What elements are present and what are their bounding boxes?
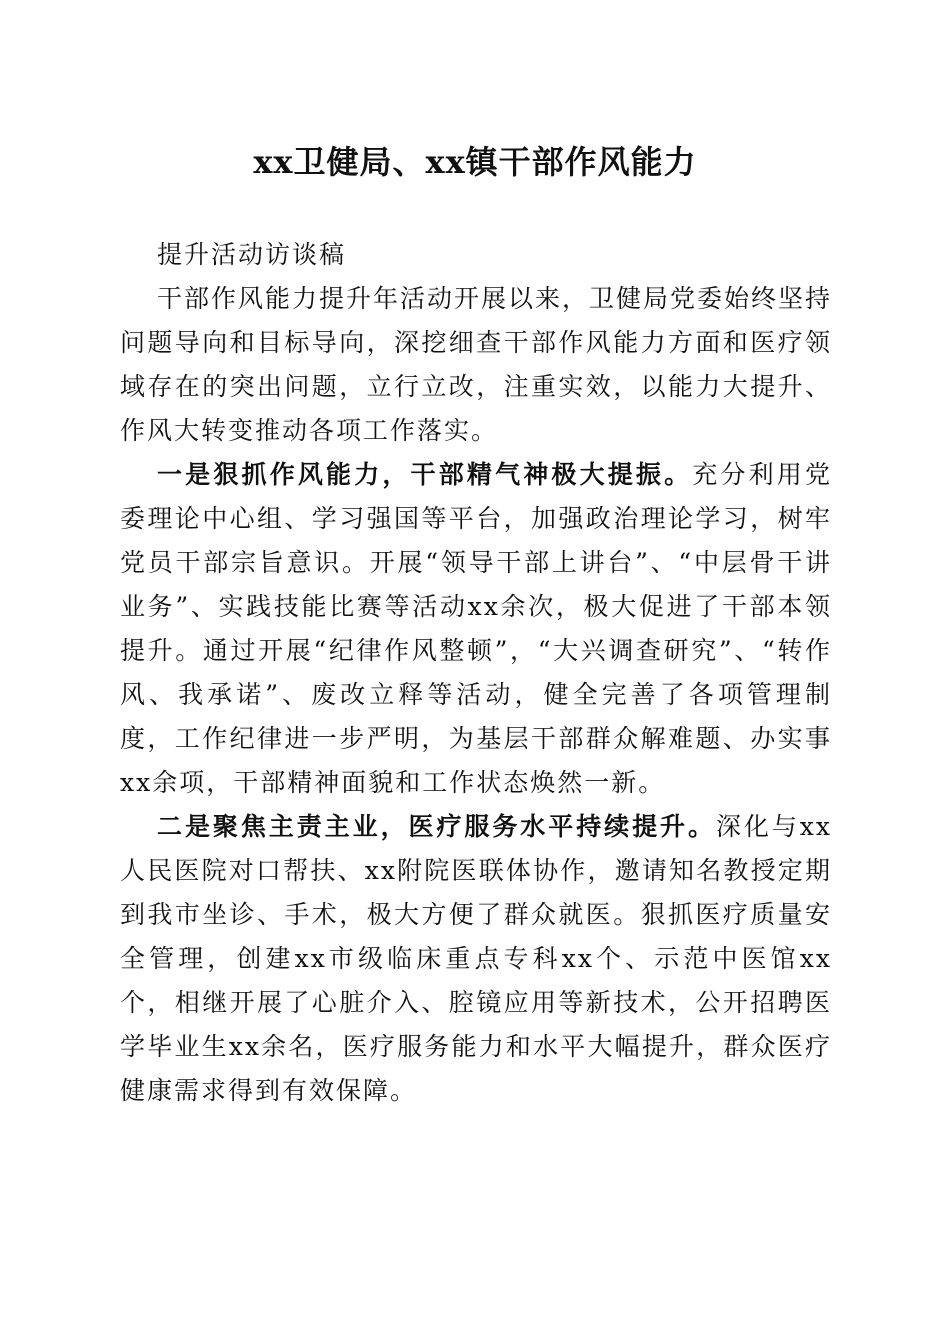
section-paragraph-1 xyxy=(120,453,832,805)
document-body xyxy=(120,233,832,1113)
intro-paragraph: 干部作风能力提升年活动开展以来，卫健局党委始终坚持问题导向和目标导向，深挖细查干部作风能力方面和医疗领域存在的突出问题，立行立改，注重实效，以能力大提升、作风大转变推动各项工作落实。 xyxy=(120,284,833,445)
section-paragraph-2 xyxy=(120,805,832,1113)
section-2-lead: 二是聚焦主责主业，医疗服务水平持续提升。 xyxy=(157,812,716,841)
section-1-text: 充分利用党委理论中心组、学习强国等平台，加强政治理论学习，树牢党员干部宗旨意识。开展“领导干部上讲台”、“中层骨干讲业务”、实践技能比赛等活动xx余次，极大促进了干部本领提升。通过开展“纪律作风整顿”，“大兴调查研究”、“转作风、我承诺”、废改立释等活动，健全完善了各项管理制度，工作纪律进一步严明，为基层干部群众解难题、办实事xx余项，干部精神面貌和工作状态焕然一新。 xyxy=(120,460,832,797)
document-title: xx卫健局、xx镇干部作风能力 xyxy=(253,143,697,181)
section-2-text: 深化与xx人民医院对口帮扶、xx附院医联体协作，邀请知名教授定期到我市坐诊、手术，极大方便了群众就医。狠抓医疗质量安全管理，创建xx市级临床重点专科xx个、示范中医馆xx个，相继开展了心脏介入、腔镜应用等新技术，公开招聘医学毕业生xx余名，医疗服务能力和水平大幅提升，群众医疗健康需求得到有效保障。 xyxy=(120,812,832,1105)
section-1-lead: 一是狠抓作风能力，干部精气神极大提振。 xyxy=(157,460,693,489)
subtitle-paragraph: 提升活动访谈稿 xyxy=(157,240,347,269)
